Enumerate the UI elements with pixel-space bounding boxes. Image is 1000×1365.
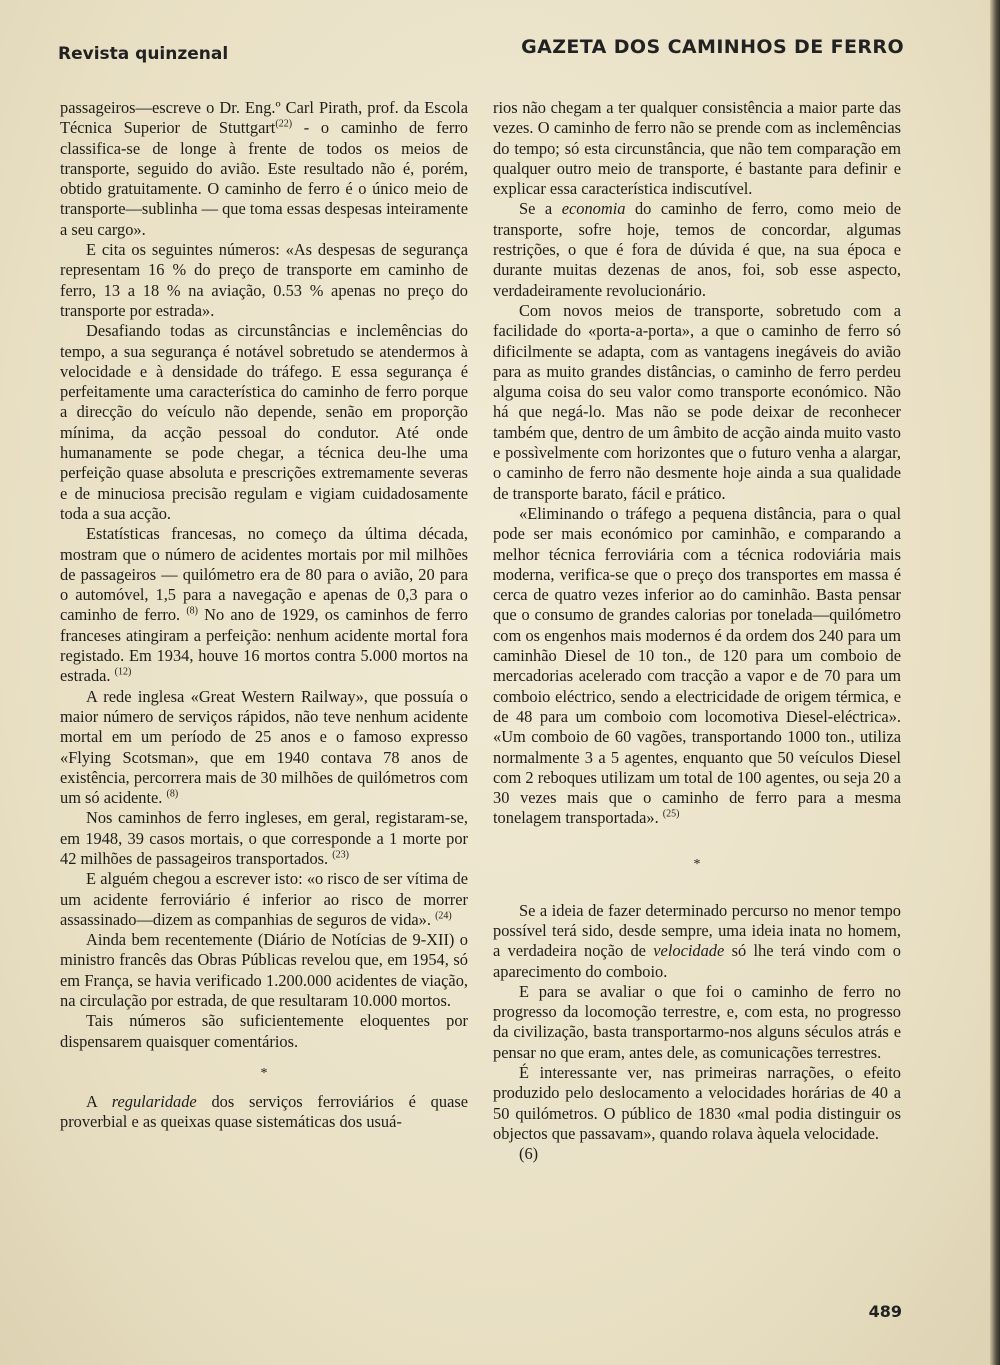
- paragraph: E para se avaliar o que foi o caminho de ferro no progresso da locomoção terrestre, e, com esta, no progresso da civilização, basta transportarmo-nos alguns séculos atrás e pensar no que eram, antes dele, as comunicações terrestres.: [493, 981, 901, 1062]
- header-publication-frequency: Revista quinzenal: [58, 44, 229, 64]
- paragraph-text: passageiros—escreve o Dr. Eng.º Carl Pirath, prof. da Escola Técnica Superior de Stuttgart: [60, 98, 468, 138]
- left-column: [60, 98, 468, 1133]
- running-header: [58, 34, 904, 64]
- emphasis-text: velocidade: [653, 941, 725, 961]
- footnote-ref: (23): [332, 849, 349, 861]
- footnote-ref: (22): [275, 118, 293, 130]
- paragraph: rios não chegam a ter qualquer consistência a maior parte das vezes. O caminho de ferro não se prende com as inclemências do tempo; só esta circunstância, que não tem comparação em qualquer outro meio de transporte, é bastante para definir e explicar essa característica indiscutível.: [493, 98, 901, 199]
- paragraph-text: - o caminho de ferro classifica-se de longe à frente de todos os meios de transporte, seguido do avião. Este resultado não é, porém, obtido gratuitamente. O caminho de ferro é o único meio de transporte—sublinha — que toma essas despesas inteiramente a seu cargo».: [60, 118, 468, 239]
- section-separator: *: [693, 856, 701, 872]
- paragraph-text: Se a: [519, 199, 562, 219]
- paragraph-text: só lhe terá vindo com o aparecimento do comboio.: [493, 941, 901, 981]
- paragraph: [493, 1144, 901, 1164]
- page-edge-shadow: [990, 0, 1000, 1365]
- paragraph-text: Se a ideia de fazer determinado percurso no menor tempo possível terá sido, desde sempre, uma ideia inata no homem, a verdadeira noção de: [493, 900, 901, 961]
- footnote-ref: (12): [114, 666, 132, 678]
- footnote-ref: (6): [519, 1144, 539, 1164]
- footnote-ref: (25): [662, 808, 680, 820]
- paragraph: [60, 808, 468, 869]
- header-magazine-title: GAZETA DOS CAMINHOS DE FERRO: [521, 36, 904, 58]
- paragraph-text: E alguém chegou a escrever isto: «o risco de ser vítima de um acidente ferroviário é inferior ao risco de morrer assassinado—dizem as companhias de seguros de vida».: [60, 869, 468, 929]
- paragraph: [60, 869, 468, 930]
- paragraph-text: dos serviços ferroviários é quase proverbial e as queixas quase sistemáticas dos usuá-: [60, 1091, 468, 1132]
- paragraph: [493, 504, 901, 829]
- footnote-ref: (8): [186, 605, 198, 617]
- paragraph: [60, 524, 468, 686]
- right-column: [493, 98, 901, 1165]
- emphasis-text: regularidade: [111, 1091, 197, 1111]
- page-number: 489: [868, 1302, 902, 1321]
- footnote-ref: (24): [435, 910, 452, 922]
- footnote-ref: (8): [166, 788, 179, 800]
- paragraph: Com novos meios de transporte, sobretudo com a facilidade do «porta-a-porta», a que o caminho de ferro só dificilmente se adapta, com as vantagens inegáveis do avião para as muito grandes distâncias, o caminho de ferro perdeu alguma coisa do seu valor como transporte económico. Não há que negá-lo. Mas não se pode deixar de reconhecer também que, dentro de um âmbito de acção ainda muito vasto e possìvelmente com horizontes que o futuro venha a alargar, o caminho de ferro não desmente hoje ainda a sua qualidade de transporte barato, fácil e prático.: [493, 300, 901, 503]
- paragraph: Tais números são suficientemente eloquentes por dispensarem quaisquer comentários.: [60, 1011, 468, 1051]
- paragraph: E cita os seguintes números: «As despesas de segurança representam 16 % do preço de transporte em caminho de ferro, 13 a 18 % na aviação, 0.53 % apenas no preço do transporte por estrada».: [60, 240, 468, 320]
- paragraph-text: «Eliminando o tráfego a pequena distância, para o qual pode ser mais económico por caminhão, e comparando a melhor técnica ferroviária com a técnica rodoviária mais moderna, verifica-se que o preço dos transportes em massa é cerca de quatro vezes inferior ao do caminhão. Basta pensar que o consumo de grandes calorias por tonelada—quilómetro com os engenhos mais modernos é da ordem dos 240 para um caminhão Diesel de 10 ton., de 120 para um comboio de mercadorias acelerado com tracção a vapor e de 70 para um comboio eléctrico, sendo a electricidade de origem térmica, e de 48 para um comboio com locomotiva Diesel-eléctrica». «Um comboio de 60 vagões, transportando 1000 ton., utiliza normalmente 3 a 5 agentes, enquanto que 50 veículos Diesel com 2 reboques utilizam um total de 100 agentes, ou seja 20 a 30 vezes mais que o caminho de ferro para a mesma tonelagem transportada».: [493, 503, 901, 828]
- paragraph-text: A: [86, 1091, 112, 1111]
- paragraph-text: Estatísticas francesas, no começo da última década, mostram que o número de acidentes mortais por mil milhões de passageiros — quilómetro era de 80 para o avião, 20 para o automóvel, 1,5 para a navegação e apenas de 0,3 para o caminho de ferro.: [60, 524, 468, 625]
- paragraph-text: A rede inglesa «Great Western Railway», que possuía o maior número de serviços rápidos, não teve nenhum acidente mortal em um período de 25 anos e o famoso expresso «Flying Scotsman», que em 1940 contava 78 anos de existência, percorrera mais de 30 milhões de quilómetros com um só acidente.: [60, 686, 468, 808]
- paragraph: [60, 687, 468, 809]
- paragraph: Ainda bem recentemente (Diário de Notícias de 9-XII) o ministro francês das Obras Públicas revelou que, em 1954, só em França, se havia verificado 1.200.000 acidentes de viação, na circulação por estrada, de que resultaram 10.000 mortos.: [60, 930, 468, 1011]
- section-separator: *: [260, 1065, 268, 1081]
- paragraph: Desafiando todas as circunstâncias e inclemências do tempo, a sua segurança é notável sobretudo se atendermos à velocidade e à densidade do tráfego. E essa segurança é perfeitamente uma característica do caminho de ferro porque a direcção do veículo não depende, senão em proporção mínima, da acção pessoal do condutor. Até onde humanamente se pode chegar, a técnica deu-lhe uma perfeição quase absoluta e prescrições extremamente severas e de minuciosa precisão regulam e vigiam cuidadosamente toda a sua acção.: [60, 321, 468, 523]
- paragraph-text: No ano de 1929, os caminhos de ferro franceses atingiram a perfeição: nenhum acidente mortal fora registado. Em 1934, houve 16 mortos contra 5.000 mortos na estrada.: [60, 605, 468, 686]
- paragraph: [493, 901, 901, 982]
- paragraph-text: Nos caminhos de ferro ingleses, em geral, registaram-se, em 1948, 39 casos mortais, o que corresponde a 1 morte por 42 milhões de passageiros transportados.: [60, 808, 468, 868]
- paragraph-text: do caminho de ferro, como meio de transporte, sofre hoje, temos de concordar, algumas restrições, o que é fora de dúvida é que, na sua época e durante muitas dezenas de anos, foi, sob esse aspecto, verdadeiramente revolucionário.: [493, 199, 901, 300]
- paragraph: [493, 199, 901, 300]
- emphasis-text: economia: [561, 199, 626, 219]
- paragraph: É interessante ver, nas primeiras narrações, o efeito produzido pelo deslocamento a velocidades horárias de 40 a 50 quilómetros. O público de 1830 «mal podia distinguir os objectos que passavam», quando rolava àquela velocidade.: [493, 1063, 901, 1143]
- paragraph: [60, 1092, 468, 1133]
- paragraph: [60, 98, 468, 240]
